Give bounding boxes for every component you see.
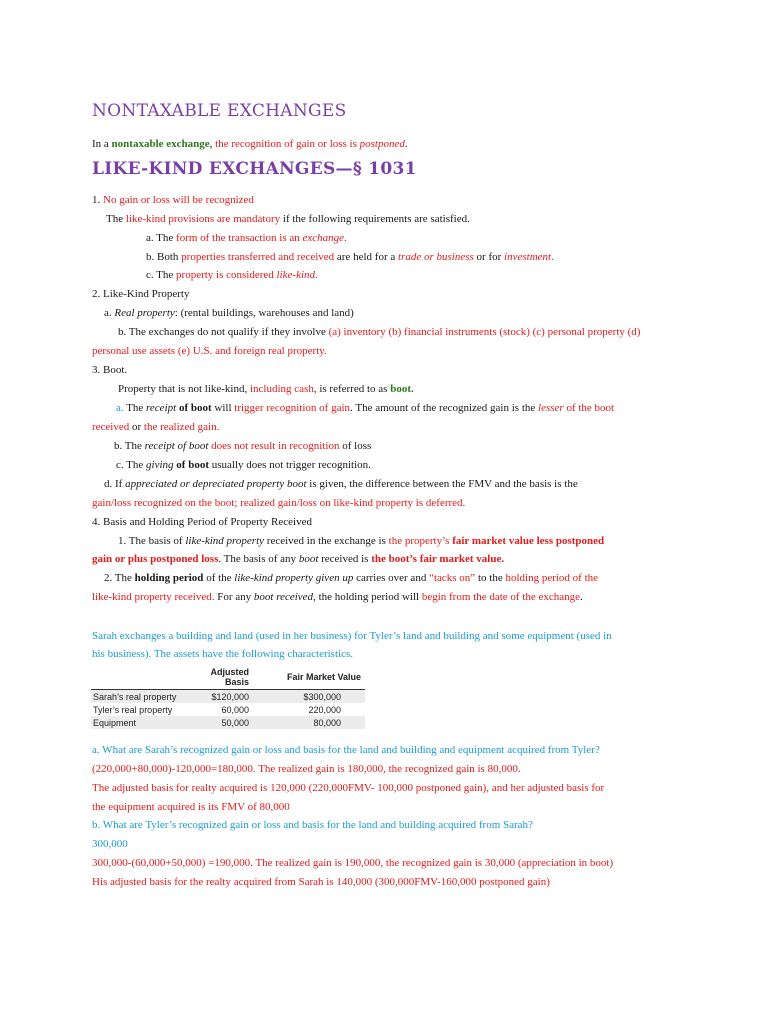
text-run: of boot	[176, 459, 209, 471]
text-run: The	[126, 402, 147, 414]
text-run: the holding period will	[315, 591, 422, 603]
text-run: d. If	[104, 478, 126, 490]
text-run: of the	[203, 572, 235, 584]
text-run: like-kind property	[185, 535, 265, 547]
text-run: a.	[116, 402, 127, 414]
text-run: c. The	[146, 269, 177, 281]
requirement-c	[146, 268, 318, 282]
text-run: giving	[146, 459, 177, 471]
highlight-text: does not result in recognition	[208, 440, 340, 452]
question-a: a. What are Sarah’s recognized gain or loss and basis for the land and building and equipment acquired from Tyler?	[92, 744, 600, 756]
highlight-text: lesser	[538, 402, 564, 414]
section-2-item-b	[118, 325, 640, 339]
table-cell: 220,000	[308, 705, 341, 715]
text-run: ,	[209, 138, 216, 150]
text-run: will	[211, 402, 235, 414]
text-run: or	[129, 421, 144, 433]
table-cell: $300,000	[255, 690, 365, 704]
text-run: : (rental buildings, warehouses and land)	[174, 307, 354, 319]
table-cell: Equipment	[91, 716, 185, 729]
section-3-item-a-cont	[92, 420, 219, 434]
section-3-heading: 3. Boot.	[92, 364, 128, 376]
answer-a-line-3: the equipment acquired is its FMV of 80,000	[92, 801, 290, 813]
text-run: receipt of boot	[144, 440, 209, 452]
asset-characteristics-table	[91, 667, 365, 729]
question-b: b. What are Tyler’s recognized gain or loss and basis for the land and building acquired from Sarah?	[92, 819, 533, 831]
text-run: 2. The	[104, 572, 135, 584]
text-run: like-kind property given up	[234, 572, 354, 584]
highlight-text: No gain or loss will be recognized	[103, 194, 254, 206]
text-run: appreciated or depreciated property boot	[125, 478, 307, 490]
highlight-text: like-kind property received.	[92, 591, 215, 603]
text-run: are held for a	[334, 251, 398, 263]
answer-b-line-2: His adjusted basis for the realty acquired from Sarah is 140,000 (300,000FMV-160,000 postponed gain)	[92, 876, 550, 888]
text-run: .	[404, 138, 408, 150]
text-run: if the following requirements are satisfied.	[280, 213, 470, 225]
text-run: . The amount of the recognized gain is the	[350, 402, 539, 414]
highlight-text: the realized gain.	[143, 421, 220, 433]
section-4-item-2	[104, 571, 598, 585]
table-cell: 60,000	[221, 705, 249, 715]
text-run: b. Both	[146, 251, 182, 263]
text-run: 1. The basis of	[118, 535, 186, 547]
section-2-item-a	[104, 306, 354, 320]
highlight-text: received	[92, 421, 130, 433]
requirement-b	[146, 250, 554, 264]
text-run: 1.	[92, 194, 103, 206]
highlight-text: (a) inventory (b) financial instruments (stock) (c) personal property (d)	[328, 326, 641, 338]
answer-b-line-0: 300,000	[92, 838, 128, 850]
requirement-a	[146, 231, 347, 245]
section-1-heading	[92, 193, 254, 207]
text-run: The	[106, 213, 126, 225]
text-run: For any	[214, 591, 254, 603]
text-run: boot received,	[253, 591, 316, 603]
table-header-cell: Adjusted Basis	[185, 667, 255, 690]
answer-b-line-1: 300,000-(60,000+50,000) =190,000. The realized gain is 190,000, the recognized gain is 30,000 (appreciation in boot)	[92, 857, 614, 869]
term-nontaxable-exchange: nontaxable exchange	[111, 138, 210, 150]
section-3-item-a	[116, 401, 614, 415]
text-run: In a	[92, 138, 112, 150]
highlight-text: gain or plus postponed loss	[92, 553, 219, 565]
section-3-item-d-cont: gain/loss recognized on the boot; realized gain/loss on like-kind property is deferred.	[92, 497, 466, 509]
heading-nontaxable-exchanges: NONTAXABLE EXCHANGES	[92, 101, 347, 121]
term-real-property: Real property	[114, 307, 175, 319]
table-cell: 80,000	[255, 716, 365, 729]
highlight-text: including cash	[249, 383, 314, 395]
example-text-line-1: Sarah exchanges a building and land (used in her business) for Tyler’s land and building and some equipment (used in	[92, 630, 612, 642]
highlight-text: trade or business	[398, 251, 474, 263]
table-cell: $120,000	[185, 690, 255, 704]
highlight-text: exchange	[302, 232, 345, 244]
section-3-item-b	[114, 439, 371, 453]
highlight-text: the boot’s fair market value.	[371, 553, 505, 565]
text-run: usually does not trigger recognition.	[209, 459, 371, 471]
text-run: of loss	[339, 440, 372, 452]
text-run: . The basis of any	[218, 553, 299, 565]
text-run: b. The	[114, 440, 145, 452]
term-boot: boot.	[390, 383, 414, 395]
highlight-text: postponed	[359, 138, 405, 150]
intro-paragraph	[92, 137, 408, 151]
table-header-cell: Fair Market Value	[255, 667, 365, 690]
text-run: b. The exchanges do not qualify if they involve	[118, 326, 329, 338]
text-run: received in the exchange is	[264, 535, 389, 547]
highlight-text: form of the transaction is an	[176, 232, 303, 244]
text-run: carries over and	[353, 572, 430, 584]
section-4-item-2-cont	[92, 590, 583, 604]
table-row	[91, 703, 365, 716]
highlight-text: like-kind provisions are mandatory	[125, 213, 281, 225]
text-run: holding period	[134, 572, 204, 584]
highlight-text: .	[551, 251, 554, 263]
answer-a-line-1: (220,000+80,000)-120,000=180,000. The realized gain is 180,000, the recognized gain is 80,000.	[92, 763, 521, 775]
text-run: a.	[104, 307, 115, 319]
section-2-heading: 2. Like-Kind Property	[92, 288, 190, 300]
section-2-item-b-cont: personal use assets (e) U.S. and foreign real property.	[92, 345, 327, 357]
text-run: to the	[475, 572, 506, 584]
heading-like-kind-exchanges: LIKE-KIND EXCHANGES—§ 1031	[92, 159, 417, 179]
highlight-text: .	[315, 269, 318, 281]
highlight-text: trigger recognition of gain	[234, 402, 351, 414]
highlight-text: holding period of the	[505, 572, 599, 584]
table-header-row	[91, 667, 365, 690]
highlight-text: begin from the date of the exchange	[421, 591, 581, 603]
table-header-cell	[91, 667, 185, 690]
text-run: .	[580, 591, 583, 603]
highlight-text: the recognition of gain or loss is	[215, 138, 360, 150]
text-run: boot	[298, 553, 319, 565]
text-run: Property that is not like-kind,	[118, 383, 250, 395]
example-text-line-2: his business). The assets have the following characteristics.	[92, 648, 353, 660]
section-4-heading: 4. Basis and Holding Period of Property Received	[92, 516, 312, 528]
section-4-item-1-cont	[92, 552, 504, 566]
table-cell: 50,000	[185, 716, 255, 729]
highlight-text: property is considered	[176, 269, 277, 281]
answer-a-line-2: The adjusted basis for realty acquired is 120,000 (220,000FMV- 100,000 postponed gain), and her adjusted basis for	[92, 782, 605, 794]
text-run: is given, the difference between the FMV and the basis is the	[306, 478, 578, 490]
text-run: receipt	[146, 402, 179, 414]
highlight-text: “tacks on”	[429, 572, 476, 584]
text-run: received is	[318, 553, 372, 565]
highlight-text: properties transferred and received	[181, 251, 335, 263]
section-3-intro	[118, 382, 414, 396]
table-row	[91, 716, 365, 729]
highlight-text: like-kind	[276, 269, 316, 281]
highlight-text: of the boot	[563, 402, 615, 414]
section-3-item-d	[104, 477, 578, 491]
text-run: of boot	[178, 402, 212, 414]
section-3-item-c	[116, 458, 371, 472]
text-run: or for	[473, 251, 505, 263]
section-4-item-1	[118, 534, 604, 548]
highlight-text: .	[344, 232, 347, 244]
highlight-text: fair market value less postponed	[452, 535, 605, 547]
highlight-text: investment	[504, 251, 552, 263]
text-run: a. The	[146, 232, 177, 244]
text-run: , is referred to as	[313, 383, 391, 395]
section-1-intro	[106, 212, 470, 226]
highlight-text: the property’s	[388, 535, 453, 547]
table-cell: Tyler’s real property	[93, 705, 173, 715]
table-row	[91, 690, 365, 704]
text-run: c. The	[116, 459, 147, 471]
table-cell: Sarah’s real property	[91, 690, 185, 704]
